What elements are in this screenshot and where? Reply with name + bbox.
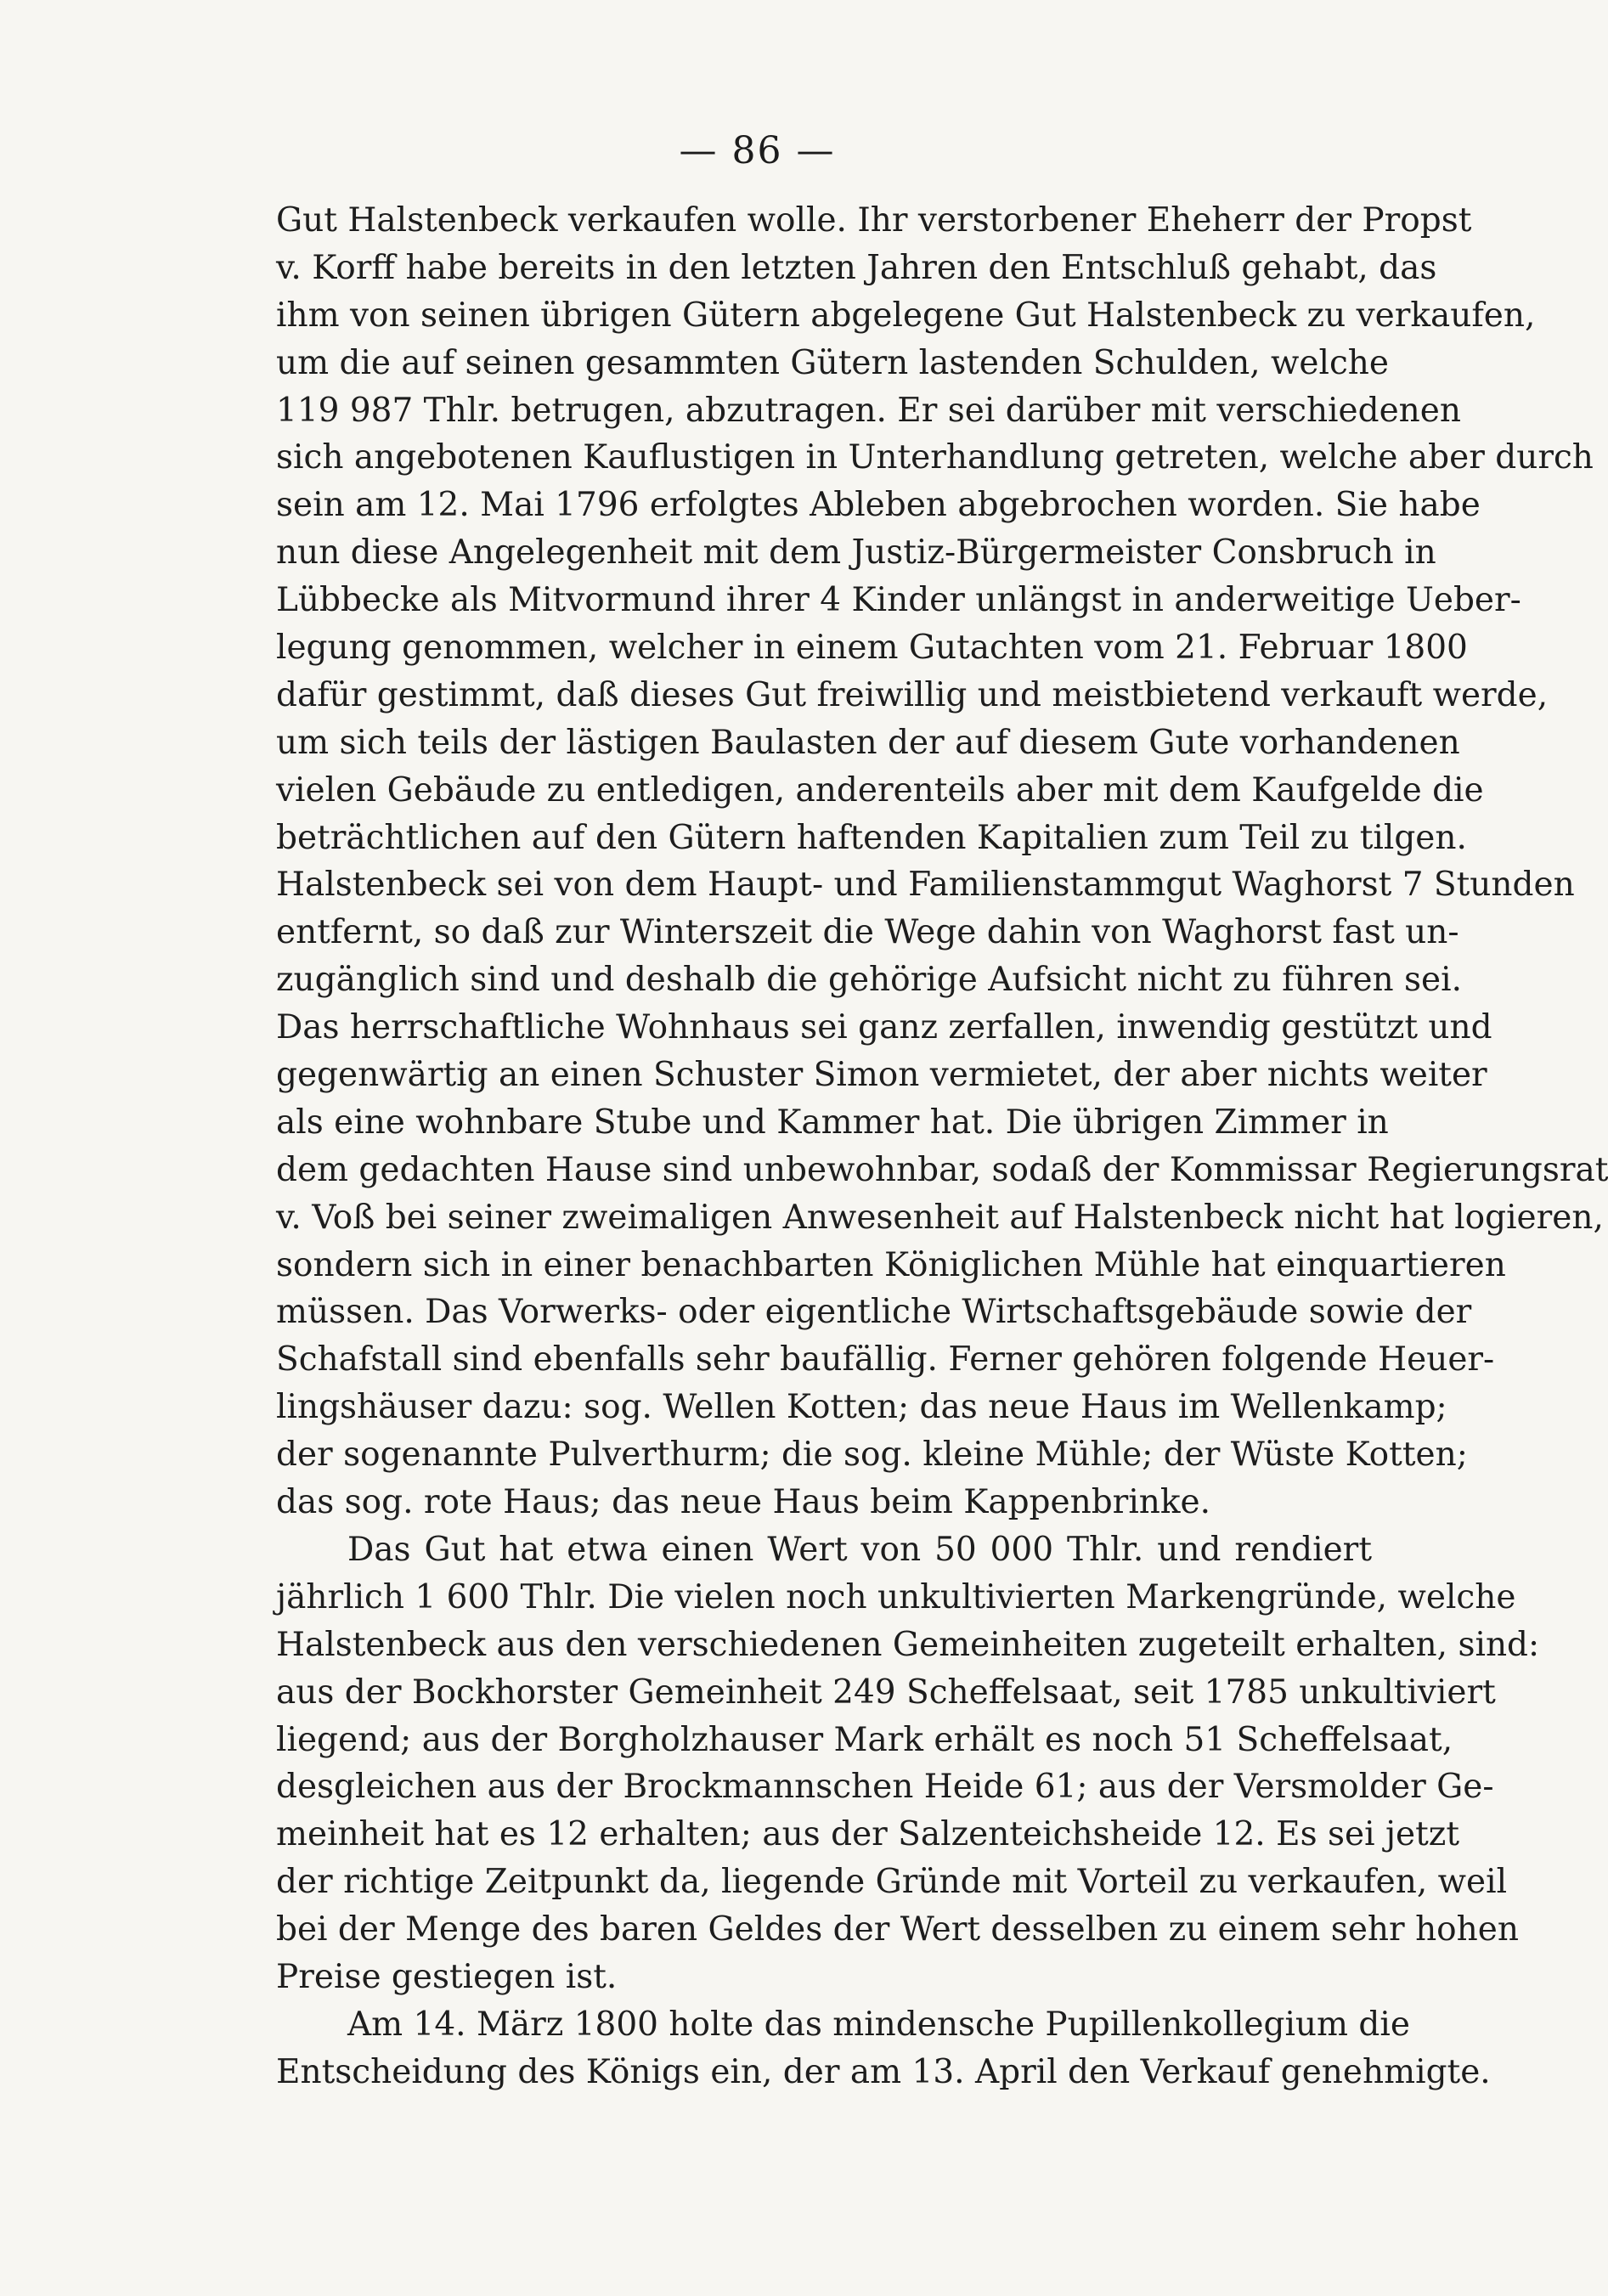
paragraph-end-line: Preise gestiegen ist.	[276, 1957, 618, 1996]
text-line: der richtige Zeitpunkt da, liegende Gründe mit Vorteil zu verkaufen, weil	[276, 1863, 1508, 1902]
text-line: um die auf seinen gesammten Gütern lastenden Schulden, welche	[276, 343, 1389, 382]
text-line: Das herrschaftliche Wohnhaus sei ganz zerfallen, inwendig gestützt und	[276, 1008, 1492, 1047]
paragraph-start-line: Am 14. März 1800 holte das mindensche Pupillenkollegium die	[347, 2005, 1410, 2044]
page-number: — 86 —	[679, 129, 836, 172]
text-line: entfernt, so daß zur Winterszeit die Wege dahin von Waghorst fast un-	[276, 913, 1459, 952]
text-line: vielen Gebäude zu entledigen, anderenteils aber mit dem Kaufgelde die	[276, 770, 1484, 810]
text-line: Halstenbeck aus den verschiedenen Gemeinheiten zugeteilt erhalten, sind:	[276, 1625, 1540, 1664]
text-line: als eine wohnbare Stube und Kammer hat. Die übrigen Zimmer in	[276, 1103, 1389, 1142]
text-line: Lübbecke als Mitvormund ihrer 4 Kinder unlängst in anderweitige Ueber-	[276, 581, 1521, 620]
text-line: nun diese Angelegenheit mit dem Justiz-Bürgermeister Consbruch in	[276, 533, 1436, 573]
text-line: sondern sich in einer benachbarten Königlichen Mühle hat einquartieren	[276, 1245, 1506, 1284]
text-line: jährlich 1 600 Thlr. Die vielen noch unkultivierten Markengründe, welche	[276, 1577, 1516, 1616]
text-line: gegenwärtig an einen Schuster Simon vermietet, der aber nichts weiter	[276, 1056, 1487, 1095]
text-line: um sich teils der lästigen Baulasten der auf diesem Gute vorhandenen	[276, 723, 1460, 762]
text-line: müssen. Das Vorwerks- oder eigentliche Wirtschaftsgebäude sowie der	[276, 1293, 1472, 1332]
text-line: aus der Bockhorster Gemeinheit 249 Scheffelsaat, seit 1785 unkultiviert	[276, 1673, 1496, 1712]
text-line: 119 987 Thlr. betrugen, abzutragen. Er sei darüber mit verschiedenen	[276, 391, 1461, 430]
text-line: desgleichen aus der Brockmannschen Heide 61; aus der Versmolder Ge-	[276, 1768, 1494, 1807]
text-line: beträchtlichen auf den Gütern haftenden Kapitalien zum Teil zu tilgen.	[276, 818, 1467, 857]
text-line: Halstenbeck sei von dem Haupt- und Familienstammgut Waghorst 7 Stunden	[276, 866, 1575, 905]
text-line: meinheit hat es 12 erhalten; aus der Salzenteichsheide 12. Es sei jetzt	[276, 1815, 1460, 1854]
text-line: v. Voß bei seiner zweimaligen Anwesenheit auf Halstenbeck nicht hat logieren,	[276, 1198, 1604, 1237]
text-line: liegend; aus der Borgholzhauser Mark erhält es noch 51 Scheffelsaat,	[276, 1720, 1453, 1759]
text-line: sich angebotenen Kauflustigen in Unterhandlung getreten, welche aber durch	[276, 438, 1594, 477]
body-text	[276, 197, 1608, 2096]
text-line: Gut Halstenbeck verkaufen wolle. Ihr verstorbener Eheherr der Propst	[276, 201, 1472, 240]
text-line: lingshäuser dazu: sog. Wellen Kotten; das neue Haus im Wellenkamp;	[276, 1388, 1447, 1427]
text-line: zugänglich sind und deshalb die gehörige Aufsicht nicht zu führen sei.	[276, 961, 1463, 1000]
text-line: sein am 12. Mai 1796 erfolgtes Ableben abgebrochen worden. Sie habe	[276, 486, 1481, 525]
text-line: v. Korff habe bereits in den letzten Jahren den Entschluß gehabt, das	[276, 248, 1437, 287]
text-line: Entscheidung des Königs ein, der am 13. April den Verkauf genehmigte.	[276, 2052, 1491, 2091]
text-line: ihm von seinen übrigen Gütern abgelegene Gut Halstenbeck zu verkaufen,	[276, 296, 1536, 335]
text-line: dafür gestimmt, daß dieses Gut freiwillig und meistbietend verkauft werde,	[276, 675, 1549, 714]
paragraph-end-line: das sog. rote Haus; das neue Haus beim Kappenbrinke.	[276, 1483, 1211, 1522]
text-line: Schafstall sind ebenfalls sehr baufällig. Ferner gehören folgende Heuer-	[276, 1340, 1495, 1379]
text-line: dem gedachten Hause sind unbewohnbar, sodaß der Kommissar Regierungsrat	[276, 1150, 1608, 1189]
text-line: legung genommen, welcher in einem Gutachten vom 21. Februar 1800	[276, 629, 1468, 668]
paragraph-start-line: Das Gut hat etwa einen Wert von 50 000 Thlr. und rendiert	[347, 1530, 1372, 1569]
text-line: bei der Menge des baren Geldes der Wert desselben zu einem sehr hohen	[276, 1910, 1519, 1949]
text-line: der sogenannte Pulverthurm; die sog. kleine Mühle; der Wüste Kotten;	[276, 1436, 1468, 1475]
